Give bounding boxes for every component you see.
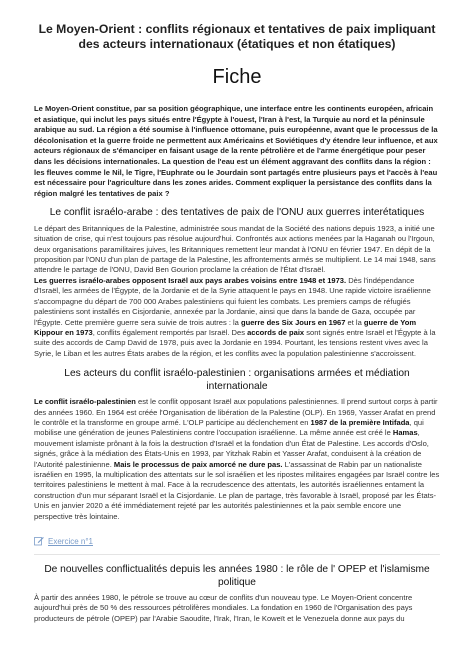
section-heading-israelo-arabe: Le conflit israélo-arabe : des tentatives de paix de l'ONU aux guerres interétatiques: [49, 207, 425, 219]
section-2-paragraph: [34, 397, 440, 522]
body-text: , mouvement islamiste prônant à la fois la destruction d'Israël et la fondation d'un État de Palestine. Les accords d'Oslo, signés, grâce à la médiation des États-Unis en 1993, par Yitzhak Rabin et Yasser Arafat, conduisent à la création de l'Autorité palestinienne.: [34, 428, 429, 469]
document-title: Le Moyen-Orient : conflits régionaux et tentatives de paix impliquant des acteurs internationaux (étatiques et non étatiques): [38, 22, 436, 51]
body-text: sont signés entre Israël et l'Égypte à la suite des accords de Camp David de 1978, puis avec la Jordanie en 1994. Pourtant, les tensions restent vives avec la Syrie, le Liban et les autres États arabes de la région, et les conflits avec la population palestinienne s'accroissent.: [34, 327, 436, 358]
divider: [34, 554, 440, 555]
body-text: et la: [345, 317, 364, 327]
exercise-label[interactable]: Exercice n°1: [48, 536, 93, 546]
pencil-icon: [34, 536, 44, 546]
bold-text: Le conflit israélo-palestinien: [34, 397, 136, 407]
bold-text: Hamas: [392, 428, 418, 438]
body-text: Dès l'indépendance d'Israël, les armées de l'Égypte, de la Jordanie et de la Syrie attaquent le pays en 1948. Une rapide victoire israélienne s'accompagne du départ de 700 000 Arabes palestiniens qui fuient les combats. Les premiers camps de réfugiés palestiniens sont installés en Cisjordanie, annexée par la Jordanie, ainsi que dans la bande de Gaza, occupée par l'Égypte. Cette première guerre sera suivie de trois autres : la: [34, 275, 431, 327]
bold-text: 1987 de la première Intifada: [310, 417, 410, 427]
body-text: , qui mobilise une génération de jeunes Palestiniens contre l'occupation israélienne. La même année est créé le: [34, 417, 424, 438]
section-3-paragraph: À partir des années 1980, le pétrole se trouve au cœur de conflits d'un nouveau type. Le Moyen-Orient concentre aujourd'hui près de 50 % des ressources pétrolifères mondiales. La fondation en 1960 de l'Organisation des pays producteurs de pétrole (OPEP) par l'Arabie Saoudite, l'Irak, l'Iran, le Koweït et le Venezuela donne aux pays du: [34, 593, 413, 623]
document-subtitle: Fiche: [212, 66, 262, 88]
body-text: , conflits également remportés par Israël. Des: [92, 327, 248, 337]
exercise-link[interactable]: [34, 536, 440, 546]
body-text: L'assassinat de Rabin par un nationaliste israélien en 1995, la multiplication des attentats sur le sol israélien et les ripostes militaires engagées par Israël contre les territoires palestiniens le mettent à mal. Face à la recrudescence des attentats, les autorités israéliennes entament la construction d'un mur séparant Israël et la Cisjordanie. Le plan de partage, très favorable à Israël, proposé par les États-Unis en janvier 2020 a été immédiatement rejeté par les autorités palestiniennes et la paix semble encore une perspective très lointaine.: [34, 459, 440, 521]
bold-text: Les guerres israélo-arabes opposent Israël aux pays arabes voisins entre 1948 et 1973.: [34, 275, 347, 285]
bold-text: Mais le processus de paix amorcé ne dure pas.: [113, 459, 283, 469]
section-1-paragraph-2: [34, 276, 440, 359]
body-text: est le conflit opposant Israël aux populations palestiniennes. Il prend surtout corps à partir des années 1960. En 1964 est créée l'Organisation de libération de la Palestine (OLP). En 1969, Yasser Arafat en prend le contrôle et la transforme en groupe armé. L'OLP participe au déclenchement en: [34, 397, 438, 427]
bold-text: guerre des Six Jours en 1967: [240, 317, 346, 327]
section-heading-israelo-palestinien: Les acteurs du conflit israélo-palestinien : organisations armées et médiation internationale: [64, 368, 410, 392]
bold-text: guerre de Yom Kippour en 1973: [34, 317, 417, 337]
bold-text: accords de paix: [247, 327, 305, 337]
section-1-paragraph-1: Le départ des Britanniques de la Palestine, administrée sous mandat de la Société des nations depuis 1923, a initié une situation de crise, qui n'est toujours pas résolue aujourd'hui. Confrontés aux actions menées par la Haganah ou l'Irgoun, deux organisations paramilitaires juives, les Britanniques remettent leur mandat à l'ONU en février 1947. En dépit de la proposition par l'ONU d'un plan de partage de la Palestine, les affrontements armés se multiplient. Le 14 mai 1948, sans attendre le partage de l'ONU, David Ben Gourion proclame la création de l'État d'Israël.: [34, 223, 436, 275]
intro-paragraph: Le Moyen-Orient constitue, par sa position géographique, une interface entre les continents européen, africain et asiatique, qui inclut les pays situés entre l'Égypte à l'ouest, l'Iran à l'est, la Turquie au nord et la péninsule arabique au sud. La région a été soumise à l'influence ottomane, puis européenne, avant que le processus de la décolonisation et la guerre froide ne permettent aux Américains et Soviétiques d'y étendre leur influence, et aux acteurs régionaux de s'émanciper en faisant usage de la rente pétrolière et de l'arme énergétique pour peser dans les décisions internationales. La question de l'eau est un élément aggravant des conflits dans la région : les fleuves comme le Nil, le Tigre, l'Euphrate ou le Jourdain sont partagés entre plusieurs pays et l'accès à l'eau est nécessaire pour l'agriculture dans les zones arides. Comment expliquer la persistance des conflits dans la région malgré les tentatives de paix ?: [34, 104, 438, 198]
section-heading-nouvelles-conflictualites: De nouvelles conflictualités depuis les années 1980 : le rôle de l' OPEP et l'islamisme politique: [44, 564, 430, 588]
